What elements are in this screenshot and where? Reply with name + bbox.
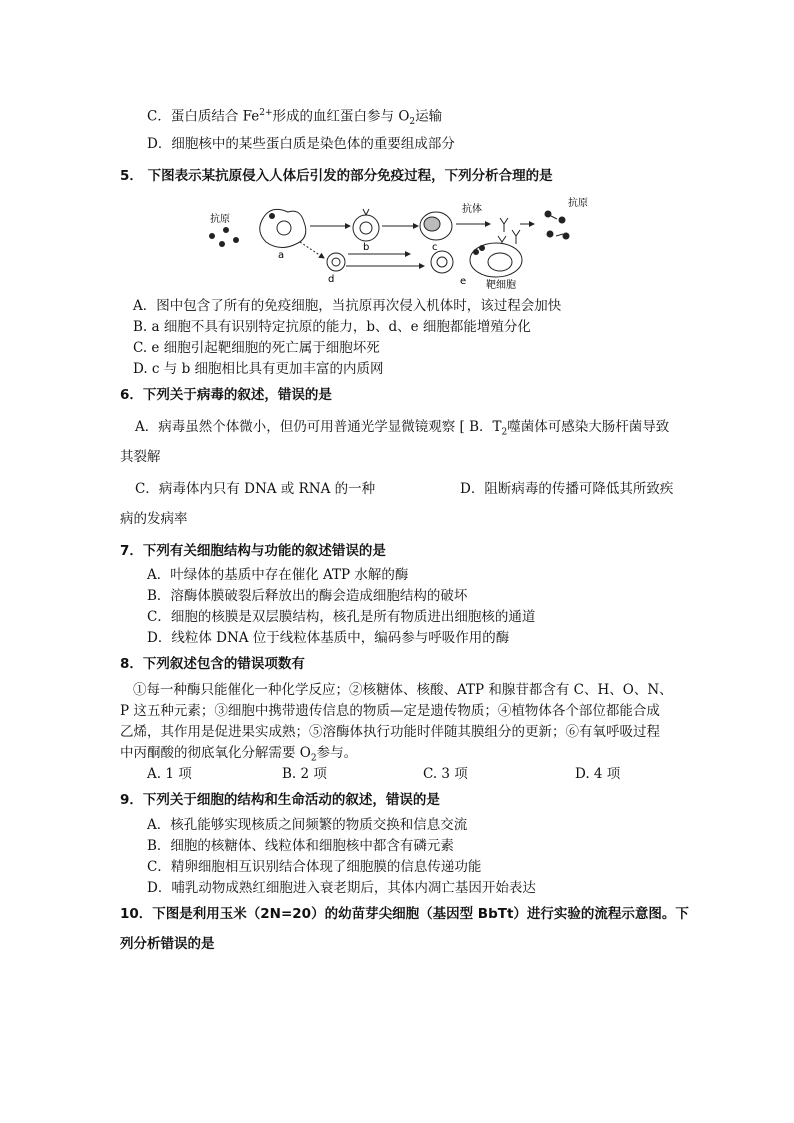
- q10-stem-line2: 列分析错误的是: [120, 936, 215, 952]
- target-cell: [470, 243, 522, 277]
- q8-option-d: D. 4 项: [575, 766, 621, 782]
- cell-b: [353, 209, 379, 241]
- antigen-label-left: 抗原: [210, 214, 230, 225]
- cell-e: [431, 251, 453, 273]
- q9-option-c: C．精卵细胞相互识别结合体现了细胞膜的信息传递功能: [147, 859, 482, 875]
- q7-option-c: C．细胞的核膜是双层膜结构，核孔是所有物质进出细胞核的通道: [147, 609, 536, 625]
- q4-option-c: C．蛋白质结合 $Fe^{2+}$形成的血红蛋白参与 $O_2$运输: [147, 108, 443, 128]
- q8-statement-line4: 中丙酮酸的彻底氧化分解需要 $O_2$参与。: [120, 745, 358, 764]
- q8-stem: 8．下列叙述包含的错误项数有: [120, 656, 305, 672]
- q6-option-d: D．阻断病毒的传播可降低其所致疾: [460, 481, 674, 497]
- cell-c: [420, 212, 452, 240]
- q7-option-b: B．溶酶体膜破裂后释放出的酶会造成细胞结构的破坏: [147, 588, 468, 604]
- q8-option-a: A. 1 项: [147, 766, 192, 782]
- q8-statement-line1: ①每一种酶只能催化一种化学反应；②核糖体、核酸、ATP 和腺苷都含有 C、H、O、N、: [133, 682, 673, 698]
- q6-option-b-continued: 其裂解: [120, 449, 161, 465]
- q6-stem: 6．下列关于病毒的叙述，错误的是: [120, 387, 332, 403]
- q6-option-d-continued: 病的发病率: [120, 511, 188, 527]
- antigen-label-right: 抗原: [568, 198, 588, 209]
- q4-option-d: D．细胞核中的某些蛋白质是染色体的重要组成部分: [147, 136, 455, 152]
- cell-c-label: c: [432, 242, 438, 253]
- cell-b-label: b: [363, 242, 370, 253]
- cell-a: [260, 209, 306, 247]
- q6-option-c: C．病毒体内只有 DNA 或 RNA 的一种: [135, 481, 376, 497]
- antibody-label: 抗体: [462, 204, 482, 215]
- q9-stem: 9．下列关于细胞的结构和生命活动的叙述，错误的是: [120, 792, 440, 808]
- q9-option-b: B．细胞的核糖体、线粒体和细胞核中都含有磷元素: [147, 838, 454, 854]
- q5-option-d: D. c 与 b 细胞相比具有更加丰富的内质网: [133, 361, 384, 377]
- q5-option-a: A．图中包含了所有的免疫细胞，当抗原再次侵入机体时，该过程会加快: [133, 298, 562, 314]
- q7-option-d: D．线粒体 DNA 位于线粒体基质中，编码参与呼吸作用的酶: [147, 630, 510, 646]
- q8-statement-line2: P 这五种元素；③细胞中携带遗传信息的物质—定是遗传物质；④植物体各个部位都能合成: [120, 703, 660, 719]
- q9-option-d: D．哺乳动物成熟红细胞进入衰老期后，其体内凋亡基因开始表达: [147, 880, 536, 896]
- q9-option-a: A．核孔能够实现核质之间频繁的物质交换和信息交流: [147, 817, 468, 833]
- q5-stem: 5． 下图表示某抗原侵入人体后引发的部分免疫过程，下列分析合理的是: [120, 168, 553, 184]
- q5-option-c: C. e 细胞引起靶细胞的死亡属于细胞坏死: [133, 340, 380, 356]
- cell-d: [327, 253, 345, 271]
- q7-option-a: A．叶绿体的基质中存在催化 ATP 水解的酶: [147, 567, 409, 583]
- q6-option-a: A．病毒虽然个体微小，但仍可用普通光学显微镜观察 [ B．$T_2$噬菌体可感染大肠杆菌导致: [135, 419, 670, 438]
- target-cell-label: 靶细胞: [486, 280, 516, 290]
- q8-statement-line3: 乙烯，其作用是促进果实成熟；⑤溶酶体执行功能时伴随其膜组分的更新；⑥有氧呼吸过程: [120, 724, 660, 740]
- q8-option-b: B. 2 项: [282, 766, 327, 782]
- q8-option-c: C. 3 项: [423, 766, 468, 782]
- q10-stem-line1: 10．下图是利用玉米（2N=20）的幼苗芽尖细胞（基因型 BbTt）进行实验的流程示意图。下: [120, 906, 689, 922]
- antigen-antibody-complex: [545, 211, 569, 239]
- q5-option-b: B. a 细胞不具有识别特定抗原的能力，b、d、e 细胞都能增殖分化: [133, 319, 531, 335]
- immune-process-diagram: [200, 190, 600, 290]
- antigen-particles-left: [209, 227, 239, 247]
- q7-stem: 7．下列有关细胞结构与功能的叙述错误的是: [120, 543, 386, 559]
- cell-d-label: d: [328, 274, 335, 285]
- cell-e-label: e: [460, 276, 467, 287]
- cell-a-label: a: [278, 250, 285, 261]
